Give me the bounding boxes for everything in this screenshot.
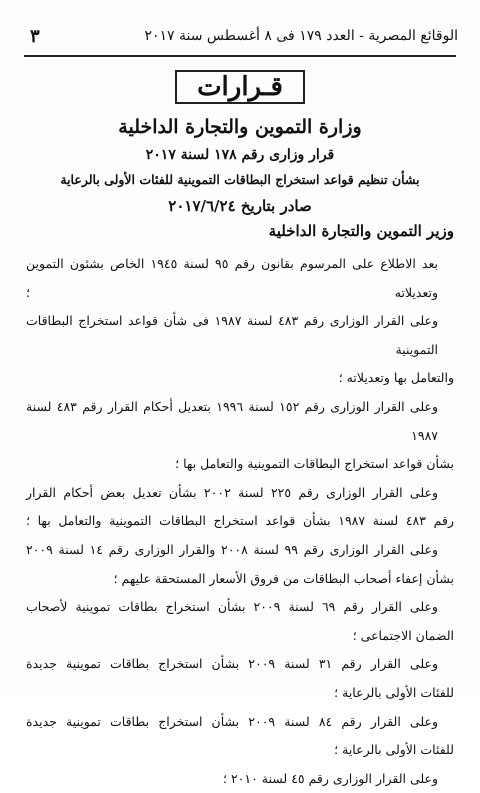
body-line: وعلى القرار الوزارى رقم ٩٩ لسنة ٢٠٠٨ والقرار الوزارى رقم ١٤ لسنة ٢٠٠٩ [26, 541, 438, 557]
body-line: للفئات الأولى بالرعاية ؛ [334, 742, 454, 758]
decree-number: قرار وزارى رقم ١٧٨ لسنة ٢٠١٧ [145, 147, 335, 163]
issue-date: صادر بتاريخ ٢٠١٧/٦/٢٤ [168, 197, 312, 215]
body-line: وعلى القرار الوزارى رقم ٤٥ لسنة ٢٠١٠ ؛ [223, 770, 438, 786]
body-line: وعلى القرار الوزارى رقم ٤٨٣ لسنة ١٩٨٧ فى شأن قواعد استخراج البطاقات التموينية [26, 313, 439, 357]
body-line: بشأن قواعد استخراج البطاقات التموينية والتعامل بها ؛ [175, 456, 454, 472]
body-line: بشأن إعفاء أصحاب البطاقات من فروق الأسعار المستحقة عليهم ؛ [113, 570, 454, 586]
section-title-box [175, 70, 305, 104]
body-line: وعلى القرار رقم ٣١ لسنة ٢٠٠٩ بشأن استخراج بطاقات تموينية جديدة [26, 656, 438, 672]
header-title: الوقائع المصرية - العدد ١٧٩ فى ٨ أغسطس سنة ٢٠١٧ [144, 28, 458, 44]
body-line: بعد الاطلاع على المرسوم بقانون رقم ٩٥ لسنة ١٩٤٥ الخاص بشئون التموين وتعديلاته ؛ [26, 256, 439, 300]
body-line: رقم ٤٨٣ لسنة ١٩٨٧ بشأن قواعد استخراج البطاقات التموينية والتعامل بها ؛ [26, 513, 454, 529]
section-title: قـرارات [197, 72, 283, 102]
decree-subject: بشأن تنظيم قواعد استخراج البطاقات التموينية للفئات الأولى بالرعاية [60, 172, 420, 187]
page-number: ٣ [30, 25, 40, 47]
decree-body [26, 250, 454, 793]
body-line: وعلى القرار الوزارى رقم ١٥٢ لسنة ١٩٩٦ بتعديل أحكام القرار رقم ٤٨٣ لسنة ١٩٨٧ [26, 398, 438, 443]
body-line: وعلى القرار رقم ٨٤ لسنة ٢٠٠٩ بشأن استخراج بطاقات تموينية جديدة [26, 713, 438, 729]
ministry-name: وزارة التموين والتجارة الداخلية [118, 116, 362, 138]
header-divider [24, 55, 456, 57]
running-header [28, 24, 458, 48]
body-line: للفئات الأولى بالرعاية ؛ [334, 684, 454, 700]
body-line: وعلى القرار الوزارى رقم ٢٢٥ لسنة ٢٠٠٢ بشأن تعديل بعض أحكام القرار [26, 484, 438, 500]
body-line: وعلى القرار رقم ٦٩ لسنة ٢٠٠٩ بشأن استخراج بطاقات تموينية لأصحاب [26, 599, 438, 615]
body-line: الضمان الاجتماعى ؛ [352, 627, 454, 643]
minister-heading: وزير التموين والتجارة الداخلية [268, 222, 454, 240]
body-line: والتعامل بها وتعديلاته ؛ [338, 370, 454, 386]
